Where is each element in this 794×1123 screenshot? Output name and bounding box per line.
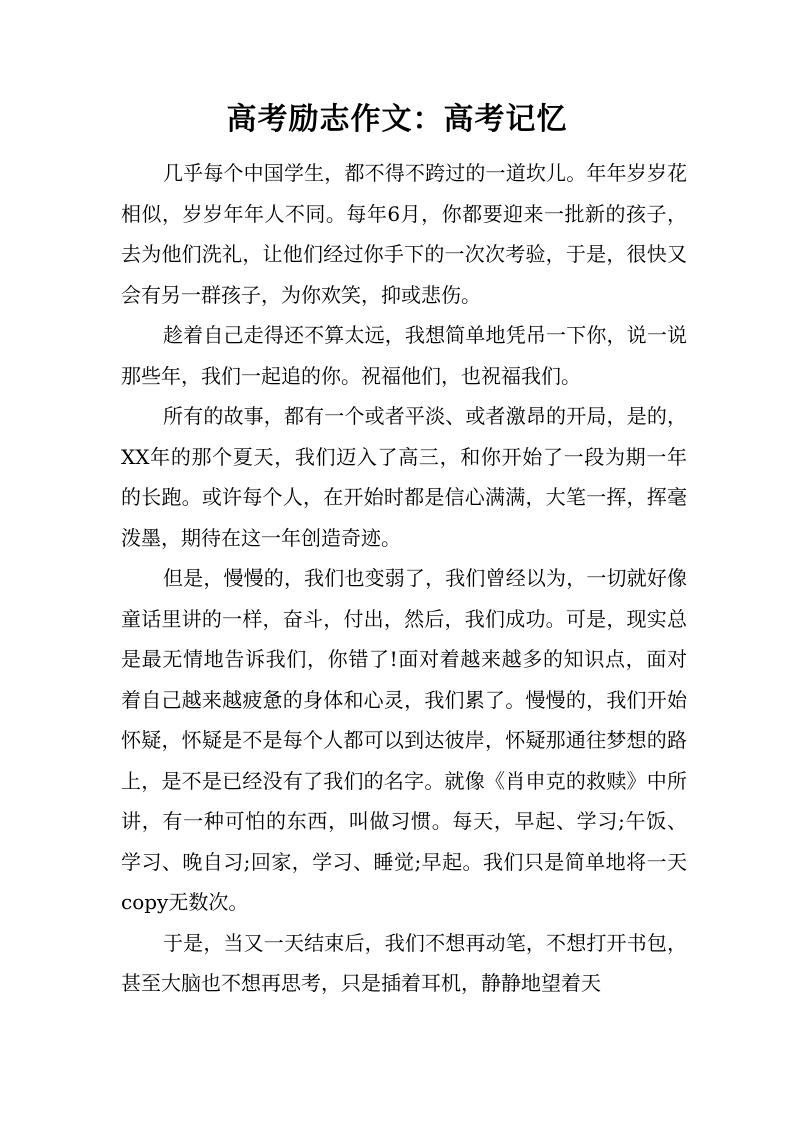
paragraph-4: 但是，慢慢的，我们也变弱了，我们曾经以为，一切就好像童话里讲的一样，奋斗，付出，然后，我们成功。可是，现实总是最无情地告诉我们，你错了!面对着越来越多的知识点，面对着自己越来越疲惫的身体和心灵，我们累了。慢慢的，我们开始怀疑，怀疑是不是每个人都可以到达彼岸，怀疑那通往梦想的路上，是不是已经没有了我们的名字。就像《肖申克的救赎》中所讲，有一种可怕的东西，叫做习惯。每天，早起、学习;午饭、学习、晚自习;回家，学习、睡觉;早起。我们只是简单地将一天copy无数次。: [121, 566, 687, 914]
paragraph-3: 所有的故事，都有一个或者平淡、或者激昂的开局，是的，XX年的那个夏天，我们迈入了高三，和你开始了一段为期一年的长跑。或许每个人，在开始时都是信心满满，大笔一挥，挥毫泼墨，期待在这一年创造奇迹。: [121, 404, 687, 550]
paragraph-5: 于是，当又一天结束后，我们不想再动笔，不想打开书包，甚至大脑也不想再思考，只是插着耳机，静静地望着天: [121, 930, 687, 995]
paragraph-1: 几乎每个中国学生，都不得不跨过的一道坎儿。年年岁岁花相似，岁岁年年人不同。每年6月，你都要迎来一批新的孩子，去为他们洗礼，让他们经过你手下的一次次考验，于是，很快又会有另一群孩子，为你欢笑，抑或悲伤。: [121, 161, 687, 307]
document-title: 高考励志作文：高考记忆: [226, 102, 568, 137]
document-body: [121, 153, 687, 1004]
paragraph-2: 趁着自己走得还不算太远，我想简单地凭吊一下你，说一说那些年，我们一起追的你。祝福他们，也祝福我们。: [121, 323, 687, 388]
